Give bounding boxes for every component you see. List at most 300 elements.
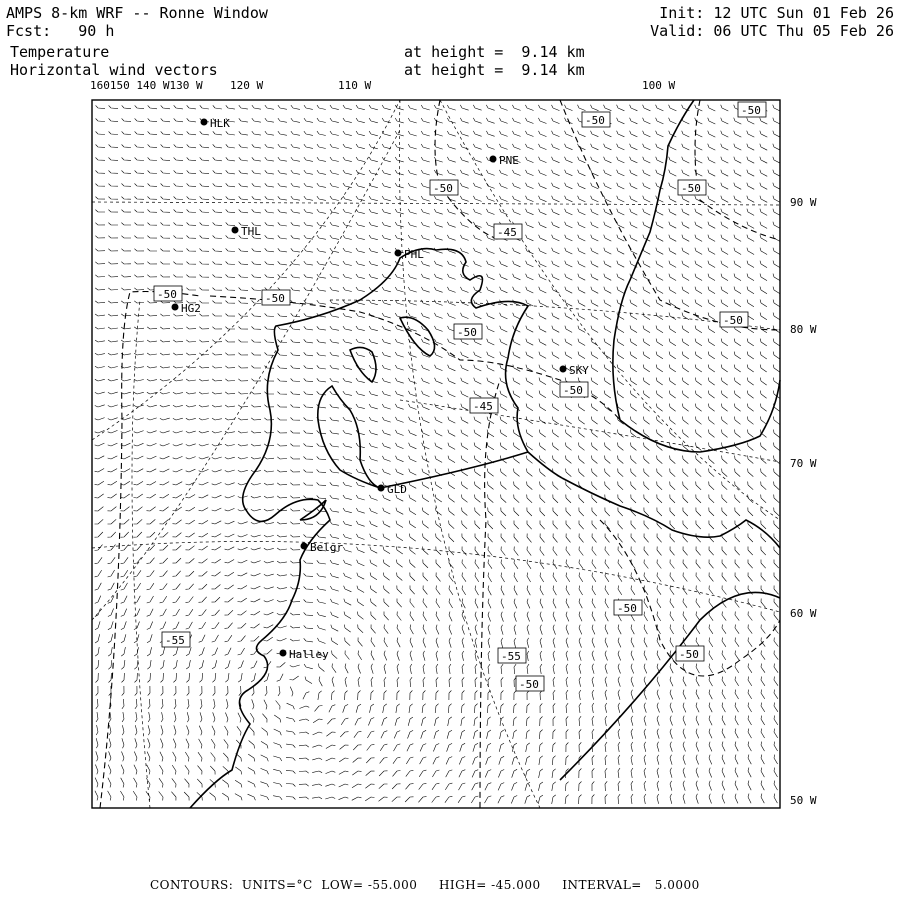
wind-vector	[173, 469, 183, 472]
wind-vector	[735, 547, 740, 556]
wind-vector	[343, 287, 352, 291]
wind-vector	[644, 482, 649, 490]
wind-vector	[356, 482, 365, 487]
wind-vector	[304, 457, 314, 460]
wind-vector	[774, 547, 779, 556]
wind-vector	[397, 625, 401, 634]
wind-vector	[408, 157, 417, 162]
wind-vector	[512, 756, 517, 765]
wind-vector	[761, 612, 765, 621]
wind-vector	[108, 249, 118, 251]
wind-vector	[696, 430, 702, 438]
wind-vector	[734, 144, 742, 150]
wind-vector	[173, 262, 183, 265]
wind-vector	[409, 508, 416, 515]
contour-label-text: -45	[473, 400, 493, 413]
wind-vector	[122, 725, 124, 735]
wind-vector	[147, 262, 157, 264]
wind-vector	[721, 183, 728, 190]
wind-vector	[278, 157, 287, 161]
wind-vector	[237, 726, 241, 735]
wind-vector	[747, 183, 754, 190]
wind-vector	[422, 430, 430, 436]
wind-vector	[290, 574, 300, 576]
wind-vector	[395, 209, 404, 214]
wind-vector	[199, 660, 204, 669]
wind-vector	[591, 417, 597, 425]
wind-vector	[171, 792, 176, 801]
wind-vector	[682, 365, 689, 372]
wind-vector	[761, 456, 767, 464]
wind-vector	[747, 391, 753, 399]
wind-vector	[566, 560, 570, 569]
wind-vector	[352, 784, 361, 788]
wind-vector	[682, 287, 689, 294]
wind-vector	[121, 621, 126, 629]
wind-vector	[222, 793, 229, 800]
wind-vector	[251, 392, 261, 394]
wind-vector	[513, 443, 519, 450]
wind-vector	[526, 730, 530, 739]
wind-vector	[213, 699, 215, 709]
wind-vector	[579, 586, 583, 595]
wind-vector	[291, 313, 300, 317]
wind-vector	[358, 691, 361, 701]
wind-vector	[96, 673, 99, 683]
wind-vector	[578, 430, 584, 438]
wind-vector	[108, 507, 117, 511]
wind-vector	[604, 365, 611, 372]
contour-label	[494, 224, 522, 239]
wind-vector	[631, 755, 633, 765]
wind-vector	[95, 570, 102, 577]
wind-vector	[331, 612, 339, 618]
wind-vector	[553, 651, 555, 661]
wind-vector	[670, 703, 673, 713]
wind-vector	[264, 379, 274, 382]
coast-peninsula-east	[562, 478, 780, 548]
wind-vector	[722, 586, 726, 595]
wind-vector	[670, 794, 672, 804]
wind-vector	[618, 573, 622, 582]
wind-vector	[578, 287, 585, 294]
wind-vector	[747, 339, 754, 346]
wind-vector	[317, 183, 326, 187]
wind-vector	[382, 287, 391, 292]
wind-vector	[278, 353, 287, 356]
wind-vector	[538, 118, 546, 124]
wind-vector	[512, 769, 517, 777]
wind-vector	[199, 520, 208, 524]
wind-vector	[695, 352, 702, 359]
wind-vector	[186, 288, 196, 290]
wind-vector	[683, 755, 685, 765]
wind-vector	[225, 534, 235, 537]
wind-vector	[540, 664, 542, 674]
contour-legend: CONTOURS: UNITS=°C LOW= -55.000 HIGH= -45.000 INTERVAL= 5.0000	[150, 878, 700, 892]
wind-vector	[122, 210, 132, 213]
wind-vector	[472, 783, 479, 790]
wind-vector	[514, 508, 519, 516]
wind-vector	[644, 521, 649, 530]
wind-vector	[631, 677, 634, 687]
wind-vector	[434, 300, 442, 306]
wind-vector	[121, 236, 131, 238]
wind-vector	[631, 482, 636, 490]
wind-vector	[397, 651, 399, 661]
wind-vector	[539, 183, 547, 189]
wind-vector	[161, 105, 170, 108]
wind-vector	[539, 743, 543, 752]
wind-vector	[261, 741, 268, 748]
wind-vector	[475, 625, 477, 635]
wind-vector	[643, 417, 649, 425]
wind-vector	[278, 326, 287, 329]
wind-vector	[656, 326, 663, 333]
wind-vector	[472, 770, 478, 778]
wind-vector	[212, 559, 221, 563]
wind-vector	[409, 482, 416, 489]
wind-vector	[225, 635, 232, 642]
wind-vector	[222, 780, 228, 788]
wind-vector	[286, 744, 295, 748]
wind-vector	[421, 287, 429, 292]
wind-vector	[565, 404, 572, 411]
wind-vector	[96, 105, 105, 108]
wind-vector	[343, 248, 352, 252]
wind-vector	[682, 131, 690, 137]
wind-vector	[225, 560, 235, 564]
wind-vector	[174, 210, 183, 213]
wind-vector	[95, 443, 105, 446]
wind-vector	[644, 560, 648, 569]
wind-vector	[760, 417, 766, 425]
wind-vector	[579, 703, 581, 713]
wind-vector	[211, 739, 215, 748]
wind-vector	[299, 797, 309, 799]
wind-vector	[566, 716, 568, 726]
wind-vector	[747, 274, 754, 281]
wind-vector	[433, 744, 439, 752]
wind-vector	[657, 456, 663, 464]
wind-vector	[339, 797, 349, 800]
wind-vector	[669, 313, 676, 320]
wind-vector	[565, 183, 573, 189]
wind-vector	[721, 391, 727, 399]
wind-vector	[186, 457, 196, 459]
wind-vector	[657, 703, 660, 713]
wind-vector	[343, 534, 352, 539]
wind-vector	[160, 405, 170, 407]
wind-vector	[248, 754, 255, 761]
wind-vector	[486, 743, 491, 752]
wind-vector	[760, 352, 767, 359]
wind-vector	[473, 157, 481, 162]
wind-vector	[135, 712, 137, 722]
wind-vector	[592, 677, 594, 687]
wind-vector	[734, 352, 741, 359]
wind-vector	[160, 340, 170, 342]
wind-vector	[317, 157, 326, 161]
wind-vector	[369, 274, 378, 279]
wind-vector	[513, 313, 521, 319]
wind-vector	[395, 287, 404, 292]
wind-vector	[286, 770, 295, 773]
wind-vector	[291, 418, 301, 421]
wind-vector	[631, 794, 633, 804]
wind-vector	[186, 379, 196, 381]
wind-vector	[161, 725, 163, 735]
wind-vector	[487, 274, 495, 280]
wind-vector	[174, 223, 184, 226]
wind-vector	[487, 287, 495, 293]
wind-vector	[382, 196, 391, 201]
wind-vector	[605, 755, 607, 765]
wind-vector	[722, 495, 727, 503]
contour-label	[560, 382, 588, 397]
wind-vector	[384, 586, 390, 594]
wind-vector	[683, 560, 687, 569]
wind-vector	[514, 625, 516, 635]
wind-vector	[108, 392, 118, 394]
wind-vector	[618, 586, 622, 595]
wind-vector	[358, 677, 360, 687]
wind-vector	[160, 507, 169, 511]
wind-vector	[121, 481, 130, 485]
wind-vector	[312, 745, 322, 747]
wind-vector	[512, 782, 518, 790]
wind-vector	[670, 755, 672, 765]
wind-vector	[643, 378, 650, 385]
wind-vector	[514, 547, 518, 556]
wind-vector	[760, 261, 767, 268]
wind-vector	[695, 274, 702, 281]
wind-vector	[643, 183, 651, 189]
wind-vector	[631, 664, 634, 674]
wind-vector	[326, 745, 336, 749]
wind-vector	[474, 378, 482, 384]
wind-vector	[760, 391, 766, 399]
wind-vector	[448, 391, 456, 397]
wind-vector	[369, 469, 377, 474]
wind-vector	[761, 560, 766, 569]
wind-vector	[186, 660, 190, 669]
wind-vector	[460, 248, 468, 254]
wind-vector	[95, 621, 100, 630]
wind-vector	[462, 534, 467, 543]
wind-vector	[239, 301, 249, 304]
wind-vector	[709, 430, 715, 438]
wind-vector	[670, 521, 675, 530]
station-label: Halley	[289, 648, 329, 661]
wind-vector	[332, 664, 336, 673]
wind-vector	[186, 571, 195, 576]
wind-vector	[695, 235, 702, 242]
wind-vector	[683, 703, 686, 713]
wind-vector	[121, 469, 131, 472]
wind-vector	[160, 314, 170, 316]
wind-vector	[708, 131, 716, 137]
wind-vector	[317, 638, 325, 644]
wind-vector	[591, 144, 599, 150]
wind-vector	[696, 742, 699, 752]
wind-vector	[344, 612, 351, 619]
station-dot	[201, 119, 208, 126]
wind-vector	[447, 170, 455, 175]
wind-vector	[462, 625, 465, 635]
wind-vector	[539, 313, 546, 320]
wind-vector	[448, 430, 455, 437]
wind-vector	[500, 469, 506, 477]
wind-vector	[225, 327, 235, 329]
wind-vector	[657, 469, 663, 477]
wind-vector	[187, 726, 190, 736]
station-pne	[490, 154, 519, 167]
wind-vector	[369, 326, 378, 331]
wind-vector	[773, 365, 780, 372]
wind-vector	[460, 131, 468, 136]
wind-vector	[721, 144, 729, 150]
wind-vector	[566, 612, 569, 622]
wind-vector	[249, 741, 255, 749]
wind-vector	[199, 739, 202, 749]
wind-vector	[449, 586, 453, 595]
wind-vector	[449, 651, 451, 661]
wind-vector	[670, 716, 673, 726]
wind-vector	[461, 704, 464, 713]
wind-vector	[121, 392, 131, 394]
wind-vector	[199, 379, 209, 381]
wind-vector	[461, 378, 469, 384]
wind-vector	[774, 482, 780, 490]
wind-vector	[135, 699, 137, 709]
wind-vector	[592, 560, 596, 569]
wind-vector	[722, 482, 728, 490]
wind-vector	[501, 560, 505, 569]
wind-vector	[396, 704, 400, 713]
wind-vector	[108, 418, 118, 420]
wind-vector	[605, 508, 610, 517]
wind-vector	[591, 352, 598, 359]
wind-vector	[186, 622, 193, 629]
wind-vector	[326, 732, 335, 736]
wind-vector	[134, 418, 144, 420]
wind-vector	[565, 326, 572, 333]
wind-vector	[395, 339, 404, 344]
wind-vector	[683, 443, 689, 451]
wind-vector	[225, 521, 235, 524]
wind-vector	[251, 457, 261, 459]
wind-vector	[540, 573, 544, 582]
wind-vector	[264, 587, 274, 589]
wind-vector	[682, 222, 689, 229]
wind-vector	[643, 404, 649, 412]
wind-vector	[95, 791, 98, 801]
wind-vector	[696, 781, 698, 791]
wind-vector	[199, 353, 209, 355]
wind-vector	[277, 638, 287, 641]
wind-vector	[734, 235, 741, 242]
wind-vector	[644, 534, 649, 543]
wind-vector	[656, 222, 663, 229]
wind-vector	[95, 778, 98, 788]
wind-vector	[592, 716, 594, 726]
wind-vector	[526, 287, 534, 293]
wind-vector	[486, 118, 494, 123]
wind-vector	[278, 105, 287, 109]
wind-vector	[278, 392, 288, 395]
wind-vector	[197, 779, 202, 788]
wind-vector	[447, 105, 455, 110]
wind-vector	[160, 545, 169, 550]
wind-vector	[604, 170, 612, 176]
wind-vector	[238, 547, 248, 550]
wind-vector	[473, 183, 481, 189]
wind-vector	[238, 673, 242, 682]
wind-vector	[552, 339, 559, 346]
wind-vector	[773, 170, 780, 177]
wind-vector	[264, 496, 274, 498]
wind-vector	[95, 583, 102, 590]
wind-vector	[618, 625, 621, 635]
wind-vector	[591, 313, 598, 320]
wind-vector	[395, 222, 404, 227]
wind-vector	[579, 795, 582, 804]
lat-label-60w: 60 W	[790, 607, 817, 620]
wind-vector	[643, 261, 650, 268]
wind-vector	[578, 170, 586, 176]
wind-vector	[419, 770, 426, 777]
wind-vector	[226, 275, 236, 278]
wind-vector	[526, 157, 534, 163]
wind-vector	[774, 495, 780, 503]
wind-vector	[304, 209, 313, 213]
wind-vector	[669, 365, 676, 372]
wind-vector	[330, 222, 339, 226]
wind-vector	[277, 548, 287, 550]
wind-vector	[683, 547, 688, 556]
wind-vector	[514, 691, 517, 701]
wind-vector	[304, 326, 313, 330]
wind-vector	[356, 183, 365, 188]
wind-vector	[461, 391, 469, 397]
wind-vector	[682, 326, 689, 333]
wind-vector	[735, 625, 739, 634]
wind-vector	[566, 729, 568, 739]
wind-vector	[553, 495, 558, 503]
wind-vector	[486, 209, 494, 215]
wind-vector	[410, 651, 412, 661]
wind-vector	[299, 719, 309, 721]
wind-vector	[473, 144, 481, 149]
wind-vector	[696, 716, 699, 726]
wind-vector	[199, 457, 209, 459]
wind-vector	[134, 275, 144, 277]
wind-vector	[108, 557, 116, 563]
wind-vector	[448, 717, 452, 726]
wind-vector	[761, 625, 765, 634]
wind-vector	[382, 248, 391, 253]
lat-label-70w: 70 W	[790, 457, 817, 470]
wind-vector	[121, 288, 131, 290]
wind-vector	[540, 560, 544, 569]
wind-vector	[540, 521, 545, 530]
wind-vector	[499, 756, 504, 764]
wind-vector	[121, 275, 131, 277]
wind-vector	[670, 638, 674, 648]
wind-vector	[291, 183, 300, 187]
wind-vector	[330, 196, 339, 200]
